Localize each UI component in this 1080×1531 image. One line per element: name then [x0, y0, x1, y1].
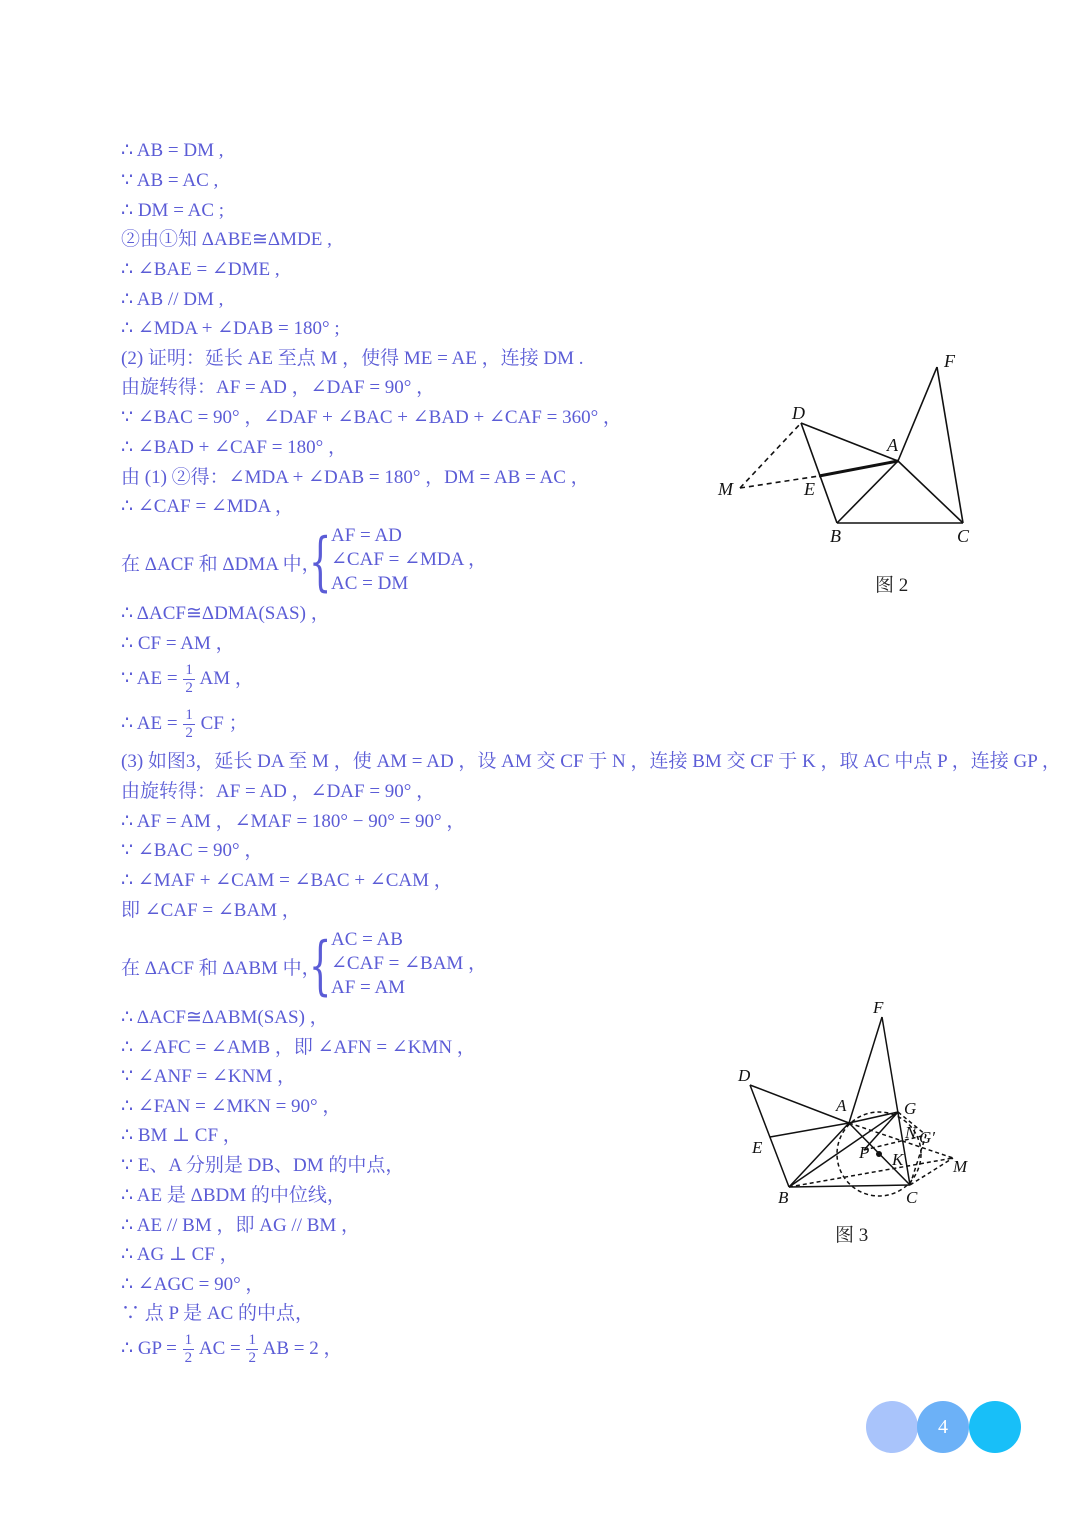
edge-DB	[750, 1085, 789, 1187]
edge-AF	[898, 367, 937, 461]
proof-line: (2) 证明：延长 AE 至点 M ，使得 ME = AE ，连接 DM .	[121, 348, 584, 369]
system-row: AF = AD	[331, 525, 402, 546]
figure-2-diagram	[700, 345, 1000, 555]
system-rows	[331, 928, 487, 1000]
vertex-label: F	[944, 351, 955, 371]
vertex-label: E	[804, 479, 815, 499]
edge-AC	[898, 461, 963, 523]
system-row: ∠CAF = ∠BAM ，	[331, 953, 488, 974]
fraction-line	[121, 1330, 343, 1368]
system-rows	[331, 524, 487, 596]
vertex-label: M	[718, 479, 733, 499]
system-lead: 在 ΔACF 和 ΔABM 中，	[121, 958, 321, 979]
vertex-label: D	[738, 1066, 751, 1085]
frac-post: AB = 2 ，	[262, 1338, 343, 1359]
system-row: ∠CAF = ∠MDA ，	[331, 549, 488, 570]
edge-FC	[937, 367, 963, 523]
frac-post: AM ，	[199, 668, 254, 689]
brace: {	[309, 525, 332, 599]
frac-pre: ∴ GP =	[121, 1338, 177, 1359]
proof-line: ∴ ∠MDA + ∠DAB = 180° ;	[121, 318, 340, 339]
point-K-dot	[876, 1151, 882, 1157]
proof-line: ∴ AB = DM ,	[121, 140, 224, 161]
proof-line: ∴ AG ⊥ CF ，	[121, 1244, 239, 1265]
vertex-label: A	[887, 435, 898, 455]
proof-line: ∴ ∠AGC = 90° ，	[121, 1274, 265, 1295]
proof-line: ∴ ΔACF≅ΔABM(SAS) ，	[121, 1007, 329, 1028]
edge-CM	[910, 1158, 953, 1185]
proof-line: ∴ ∠FAN = ∠MKN = 90° ，	[121, 1096, 342, 1117]
system-lead: 在 ΔACF 和 ΔDMA 中，	[121, 554, 321, 575]
brace: {	[309, 929, 332, 1003]
proof-line: ∴ ∠BAE = ∠DME ,	[121, 259, 280, 280]
vertex-label: P	[859, 1143, 870, 1162]
fraction: $\frac{1}{2}$	[184, 1332, 193, 1367]
fraction-line	[121, 705, 248, 743]
proof-line: ∴ ∠AFC = ∠AMB ，即 ∠AFN = ∠KMN ，	[121, 1037, 476, 1058]
proof-line: ∵ E、A 分别是 DB、DM 的中点，	[121, 1155, 405, 1176]
vertex-label: B	[778, 1188, 789, 1207]
vertex-label: M	[953, 1157, 968, 1176]
proof-line: ∵ ∠BAC = 90° ，∠DAF + ∠BAC + ∠BAD + ∠CAF = 360° ，	[121, 407, 622, 428]
proof-line: 由旋转得：AF = AD ，∠DAF = 90° ，	[121, 781, 436, 802]
decor-circle	[866, 1401, 918, 1453]
proof-line: ∵ ∠BAC = 90° ，	[121, 840, 264, 861]
frac-post: CF ；	[200, 713, 248, 734]
system-row: AF = AM	[331, 977, 406, 998]
proof-line: ∴ ΔACF≅ΔDMA(SAS) ，	[121, 603, 330, 624]
fraction: $\frac{1}{2}$	[185, 662, 193, 697]
proof-line: ②由①知 ΔABE≅ΔMDE ,	[121, 229, 332, 250]
vertex-label: D	[792, 403, 805, 423]
proof-line: ∴ DM = AC ;	[121, 200, 225, 221]
proof-line: ∴ ∠CAF = ∠MDA ，	[121, 496, 294, 517]
frac-pre: ∴ AE =	[121, 713, 178, 734]
vertex-label: B	[830, 526, 841, 546]
edge-DA	[801, 423, 898, 461]
vertex-label: K	[892, 1150, 904, 1169]
page-number: 4	[938, 1416, 948, 1438]
decor-circle	[969, 1401, 1021, 1453]
proof-line: ∴ BM ⊥ CF ，	[121, 1125, 242, 1146]
proof-line: ∵ ∠ANF = ∠KNM ，	[121, 1066, 296, 1087]
edge-BM	[789, 1158, 953, 1187]
edge-MD	[740, 423, 801, 488]
fraction: $\frac{1}{2}$	[248, 1332, 256, 1367]
page-number-badge	[866, 1401, 1026, 1455]
figure-3-diagram	[730, 995, 990, 1210]
fraction-line	[121, 660, 254, 698]
edge-AF	[849, 1017, 882, 1123]
proof-line: (3) 如图3，延长 DA 至 M ，使 AM = AD ，设 AM 交 CF 于 N ，连接 BM 交 CF 于 K ，取 AC 中点 P ，连接 GP ，	[121, 751, 1061, 772]
proof-line: 由 (1) ②得：∠MDA + ∠DAB = 180° ，DM = AB = AC ，	[121, 467, 590, 488]
proof-line: ∴ AE // BM ，即 AG // BM ，	[121, 1215, 361, 1236]
vertex-label: A	[836, 1096, 847, 1115]
system-row: AC = DM	[331, 573, 409, 594]
proof-line: 由旋转得：AF = AD ，∠DAF = 90° ，	[121, 377, 436, 398]
fraction: $\frac{1}{2}$	[185, 707, 193, 742]
proof-line: ∴ AB // DM ,	[121, 289, 224, 310]
vertex-label: C	[957, 526, 970, 546]
proof-line: ∵ 点 P 是 AC 的中点，	[121, 1303, 315, 1324]
frac-pre: ∵ AE =	[121, 668, 178, 689]
vertex-label: E	[752, 1138, 763, 1157]
proof-line: ∴ ∠BAD + ∠CAF = 180° ，	[121, 437, 348, 458]
proof-line: ∴ AE 是 ΔBDM 的中位线，	[121, 1185, 346, 1206]
proof-line: ∴ AF = AM ，∠MAF = 180° − 90° = 90° ，	[121, 811, 466, 832]
proof-line: ∴ CF = AM ，	[121, 633, 235, 654]
edge-DA	[750, 1085, 849, 1123]
vertex-label: F	[873, 998, 884, 1017]
vertex-label: N	[905, 1123, 917, 1142]
edge-BC	[789, 1185, 910, 1187]
proof-line: ∴ ∠MAF + ∠CAM = ∠BAC + ∠CAM ，	[121, 870, 453, 891]
vertex-label: G	[904, 1099, 917, 1118]
proof-line: ∵ AB = AC ,	[121, 170, 219, 191]
frac-mid: AC =	[198, 1338, 241, 1359]
vertex-label: C	[906, 1188, 918, 1207]
figure-2-caption: 图 2	[875, 575, 909, 596]
proof-line: 即 ∠CAF = ∠BAM ，	[121, 900, 301, 921]
vertex-label: G′	[919, 1128, 935, 1147]
system-row: AC = AB	[331, 929, 403, 950]
figure-3-caption: 图 3	[835, 1225, 869, 1246]
